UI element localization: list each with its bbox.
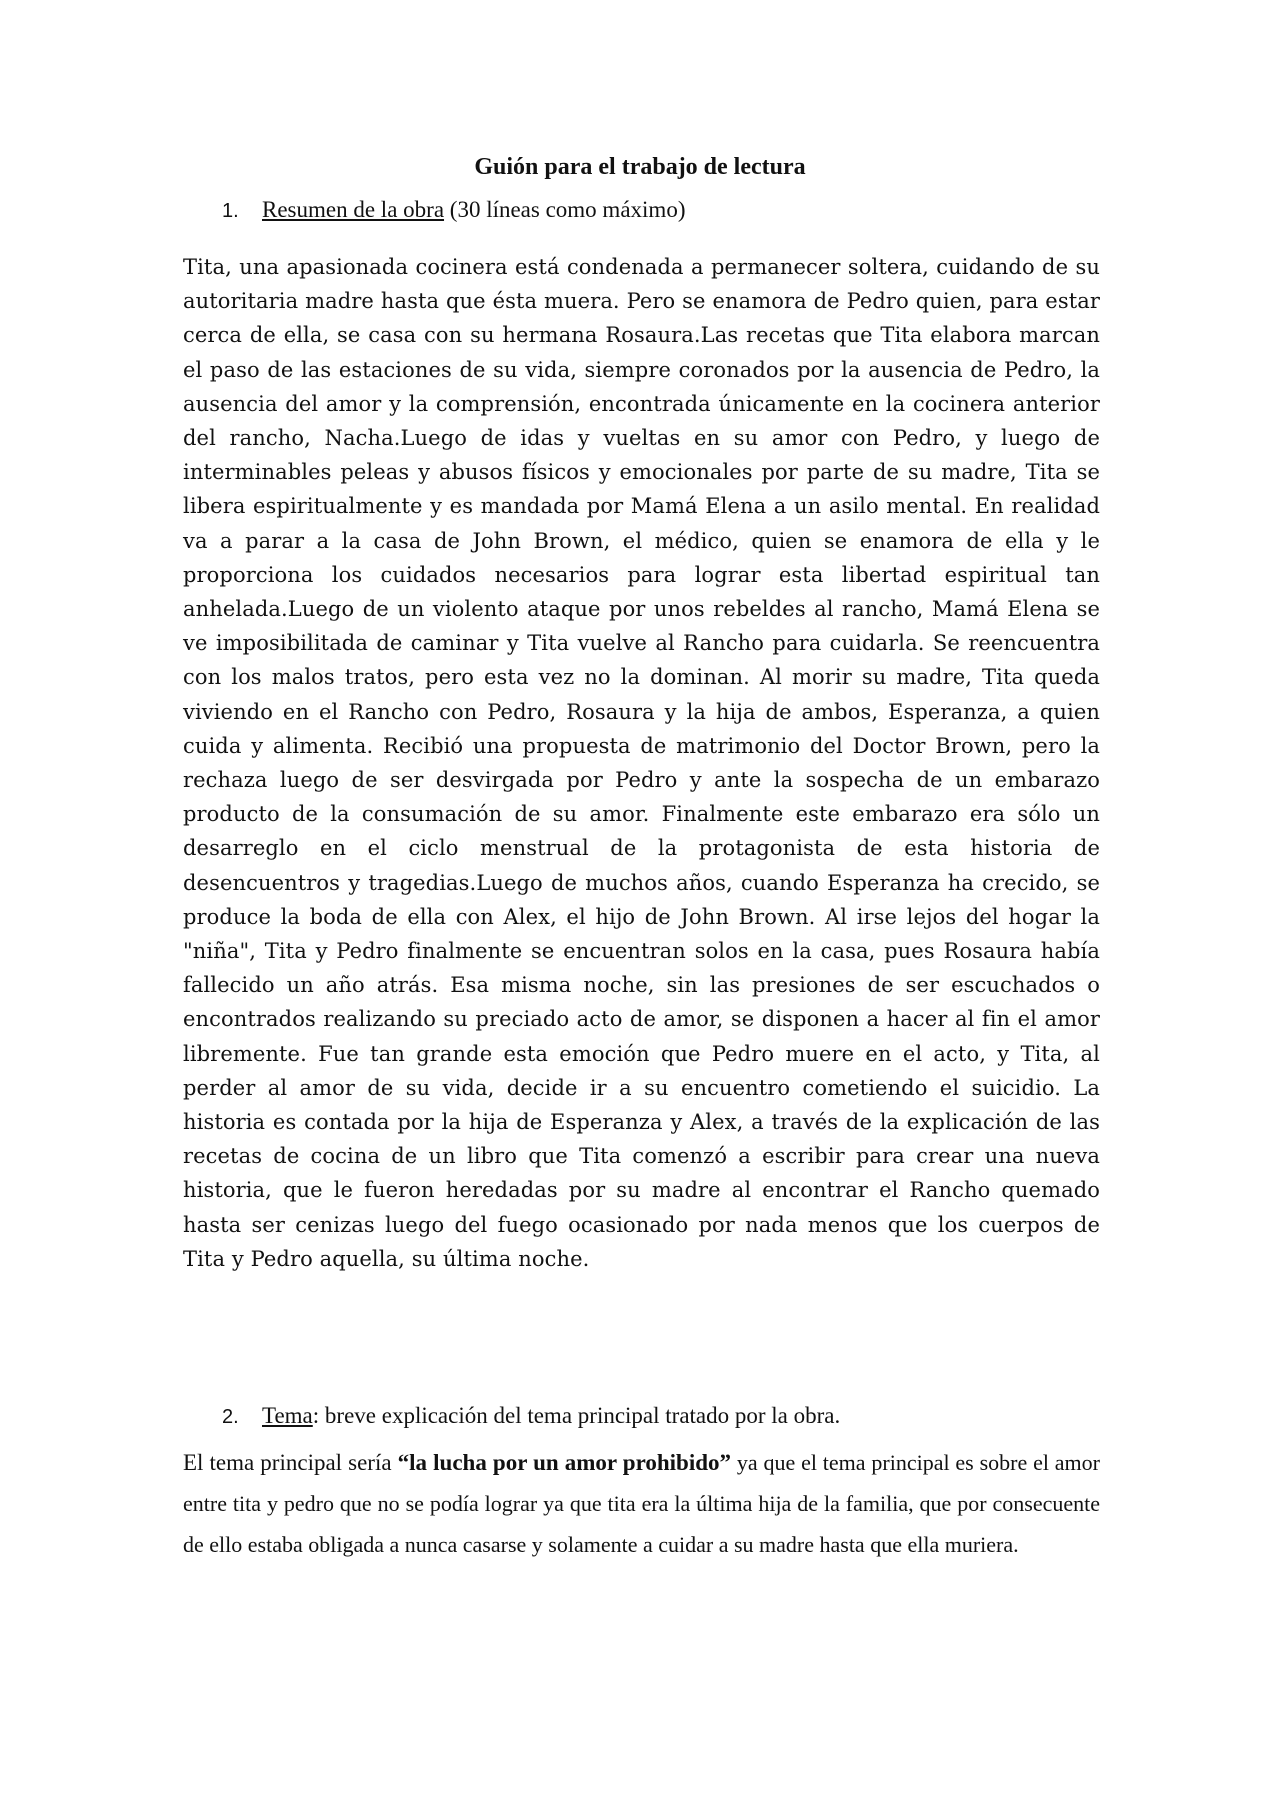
section-1-note: (30 líneas como máximo)	[444, 197, 686, 222]
section-2-body	[183, 1442, 1100, 1565]
section-1-heading	[222, 195, 685, 226]
section-2-title: Tema	[262, 1403, 313, 1428]
document-title: Guión para el trabajo de lectura	[474, 154, 806, 180]
section-2-heading	[222, 1401, 840, 1432]
section-2-number: 2.	[222, 1406, 239, 1428]
section-1-title: Resumen de la obra	[262, 197, 445, 222]
section-2-lead: El tema principal sería	[183, 1450, 398, 1475]
section-1-summary: Tita, una apasionada cocinera está condenada a permanecer soltera, cuidando de su autoritaria madre hasta que ésta muera. Pero se enamora de Pedro quien, para estar cerca de ella, se casa con su hermana Rosaura.Las recetas que Tita elabora marcan el paso de las estaciones de su vida, siempre coronados por la ausencia de Pedro, la ausencia del amor y la comprensión, encontrada únicamente en la cocinera anterior del rancho, Nacha.Luego de idas y vueltas en su amor con Pedro, y luego de interminables peleas y abusos físicos y emocionales por parte de su madre, Tita se libera espiritualmente y es mandada por Mamá Elena a un asilo mental. En realidad va a parar a la casa de John Brown, el médico, quien se enamora de ella y le proporciona los cuidados necesarios para lograr esta libertad espiritual tan anhelada.Luego de un violento ataque por unos rebeldes al rancho, Mamá Elena se ve imposibilitada de caminar y Tita vuelve al Rancho para cuidarla. Se reencuentra con los malos tratos, pero esta vez no la dominan. Al morir su madre, Tita queda viviendo en el Rancho con Pedro, Rosaura y la hija de ambos, Esperanza, a quien cuida y alimenta. Recibió una propuesta de matrimonio del Doctor Brown, pero la rechaza luego de ser desvirgada por Pedro y ante la sospecha de un embarazo producto de la consumación de su amor. Finalmente este embarazo era sólo un desarreglo en el ciclo menstrual de la protagonista de esta historia de desencuentros y tragedias.Luego de muchos años, cuando Esperanza ha crecido, se produce la boda de ella con Alex, el hijo de John Brown. Al irse lejos del hogar la "niña", Tita y Pedro finalmente se encuentran solos en la casa, pues Rosaura había fallecido un año atrás. Esa misma noche, sin las presiones de ser escuchados o encontrados realizando su preciado acto de amor, se disponen a hacer al fin el amor libremente. Fue tan grande esta emoción que Pedro muere en el acto, y Tita, al perder al amor de su vida, decide ir a su encuentro cometiendo el suicidio. La historia es contada por la hija de Esperanza y Alex, a través de la explicación de las recetas de cocina de un libro que Tita comenzó a escribir para crear una nueva historia, que le fueron heredadas por su madre al encontrar el Rancho quemado hasta ser cenizas luego del fuego ocasionado por nada menos que los cuerpos de Tita y Pedro aquella, su última noche.	[183, 255, 1100, 1271]
section-1-number: 1.	[222, 200, 239, 222]
section-2-note: : breve explicación del tema principal tratado por la obra.	[312, 1403, 841, 1428]
section-2-rest: ya que el tema principal es sobre el amor entre tita y pedro que no se podía lograr ya que tita era la última hija de la familia, que por consecuente de ello estaba obligada a nunca casarse y solamente a cuidar a su madre hasta que ella muriera.	[183, 1450, 1100, 1557]
section-2-emphasis: “la lucha por un amor prohibido”	[397, 1450, 732, 1475]
